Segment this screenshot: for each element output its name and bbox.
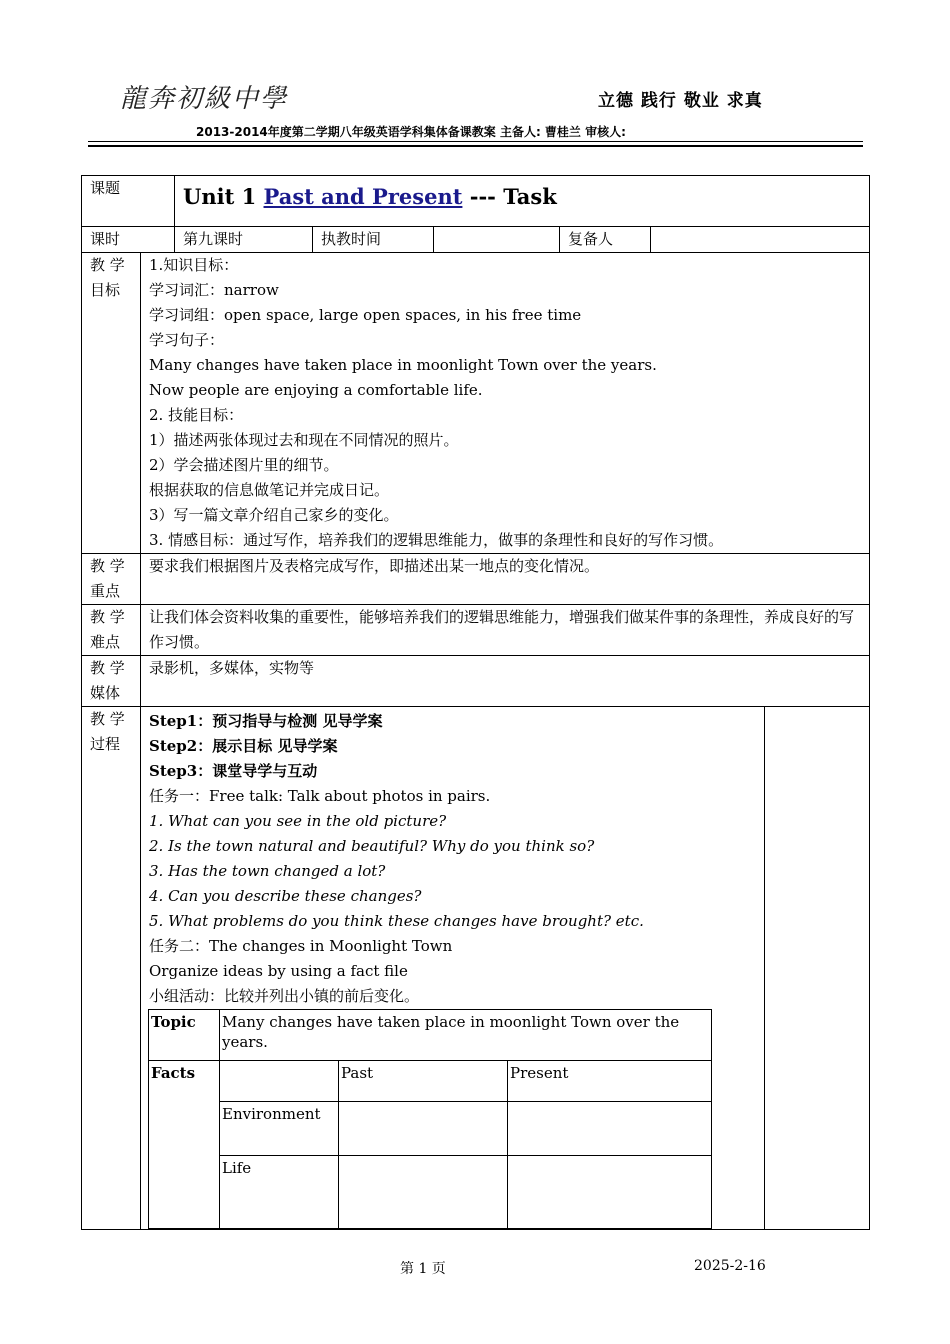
media-label: 教 学 媒体 bbox=[82, 656, 141, 707]
step-line: Step2：展示目标 见导学案 bbox=[149, 737, 338, 755]
objective-line: 学习句子： bbox=[149, 331, 225, 349]
objective-line: 3. 情感目标：通过写作，培养我们的逻辑思维能力，做事的条理性和良好的写作习惯。 bbox=[149, 531, 724, 549]
objective-line: 学习词组：open space, large open spaces, in his free time bbox=[149, 306, 582, 324]
fact-row-label: Environment bbox=[220, 1102, 339, 1156]
objective-line: 1）描述两张体现过去和现在不同情况的照片。 bbox=[149, 431, 459, 449]
process-label: 教 学 过程 bbox=[82, 707, 141, 1230]
step-line: Step1：预习指导与检测 见导学案 bbox=[149, 712, 383, 730]
document-subtitle: 2013-2014年度第二学期八年级英语学科集体备课教案 主备人: 曹桂兰 审核人: bbox=[196, 125, 626, 139]
process-content bbox=[141, 707, 765, 1230]
fact-file-table bbox=[148, 1009, 712, 1229]
process-row bbox=[82, 707, 870, 1230]
question-line: 4. Can you describe these changes? bbox=[149, 887, 422, 905]
objective-line: 3）写一篇文章介绍自己家乡的变化。 bbox=[149, 506, 399, 524]
process-notes-column bbox=[765, 707, 870, 1230]
fact-facts-label: Facts bbox=[149, 1061, 220, 1229]
period-value: 第九课时 bbox=[175, 227, 313, 253]
lesson-title: Unit 1 Past and Present --- Task bbox=[175, 176, 870, 227]
objective-line: 2. 技能目标： bbox=[149, 406, 244, 424]
period-row bbox=[82, 227, 870, 253]
fact-present-header: Present bbox=[508, 1061, 712, 1102]
key-points-content: 要求我们根据图片及表格完成写作，即描述出某一地点的变化情况。 bbox=[141, 554, 870, 605]
media-row bbox=[82, 656, 870, 707]
lesson-title-link[interactable]: Past and Present bbox=[263, 184, 463, 209]
fact-topic-text: Many changes have taken place in moonlight Town over the years. bbox=[220, 1010, 712, 1061]
difficulties-label: 教 学 难点 bbox=[82, 605, 141, 656]
objectives-content bbox=[141, 253, 870, 554]
organize-line: Organize ideas by using a fact file bbox=[149, 962, 408, 980]
reviewer-label: 复备人 bbox=[560, 227, 651, 253]
question-line: 3. Has the town changed a lot? bbox=[149, 862, 386, 880]
fact-row-label: Life bbox=[220, 1156, 339, 1229]
difficulties-row bbox=[82, 605, 870, 656]
objective-line: 根据获取的信息做笔记并完成日记。 bbox=[149, 481, 390, 499]
topic-label: 课题 bbox=[82, 176, 175, 227]
teach-time-label: 执教时间 bbox=[313, 227, 434, 253]
header-rule-thin bbox=[88, 141, 863, 142]
fact-cell[interactable] bbox=[339, 1102, 508, 1156]
question-line: 2. Is the town natural and beautiful? Why do you think so? bbox=[149, 837, 595, 855]
fact-cell[interactable] bbox=[508, 1156, 712, 1229]
page-number: 第 1 页 bbox=[400, 1261, 446, 1277]
objectives-label: 教 学 目标 bbox=[82, 253, 141, 554]
topic-row bbox=[82, 176, 870, 227]
fact-topic-label: Topic bbox=[149, 1010, 220, 1061]
task1-line: 任务一：Free talk: Talk about photos in pairs. bbox=[149, 787, 491, 805]
reviewer-value[interactable] bbox=[651, 227, 870, 253]
task2-line: 任务二：The changes in Moonlight Town bbox=[149, 937, 453, 955]
difficulties-content: 让我们体会资料收集的重要性，能够培养我们的逻辑思维能力，增强我们做某件事的条理性，养成良好的写作习惯。 bbox=[141, 605, 870, 656]
key-points-label: 教 学 重点 bbox=[82, 554, 141, 605]
objectives-row bbox=[82, 253, 870, 554]
question-line: 1. What can you see in the old picture? bbox=[149, 812, 447, 830]
objective-line: 学习词汇：narrow bbox=[149, 281, 279, 299]
key-points-row bbox=[82, 554, 870, 605]
fact-header-blank bbox=[220, 1061, 339, 1102]
school-motto: 立德 践行 敬业 求真 bbox=[598, 91, 763, 111]
fact-cell[interactable] bbox=[339, 1156, 508, 1229]
objective-line: Now people are enjoying a comfortable life. bbox=[149, 381, 483, 399]
group-activity-line: 小组活动：比较并列出小镇的前后变化。 bbox=[149, 987, 420, 1005]
objective-line: 1.知识目标： bbox=[149, 256, 239, 274]
media-content: 录影机，多媒体，实物等 bbox=[141, 656, 870, 707]
teach-time-value[interactable] bbox=[434, 227, 560, 253]
footer-date: 2025-2-16 bbox=[694, 1258, 766, 1274]
fact-past-header: Past bbox=[339, 1061, 508, 1102]
fact-cell[interactable] bbox=[508, 1102, 712, 1156]
objective-line: Many changes have taken place in moonlight Town over the years. bbox=[149, 356, 657, 374]
lesson-plan-table bbox=[81, 175, 870, 1230]
question-line: 5. What problems do you think these changes have brought? etc. bbox=[149, 912, 644, 930]
step-line: Step3：课堂导学与互动 bbox=[149, 762, 318, 780]
objective-line: 2）学会描述图片里的细节。 bbox=[149, 456, 339, 474]
period-label: 课时 bbox=[82, 227, 175, 253]
school-logo: 龍奔初級中學 bbox=[120, 84, 289, 114]
header-rule-thick bbox=[88, 145, 863, 147]
